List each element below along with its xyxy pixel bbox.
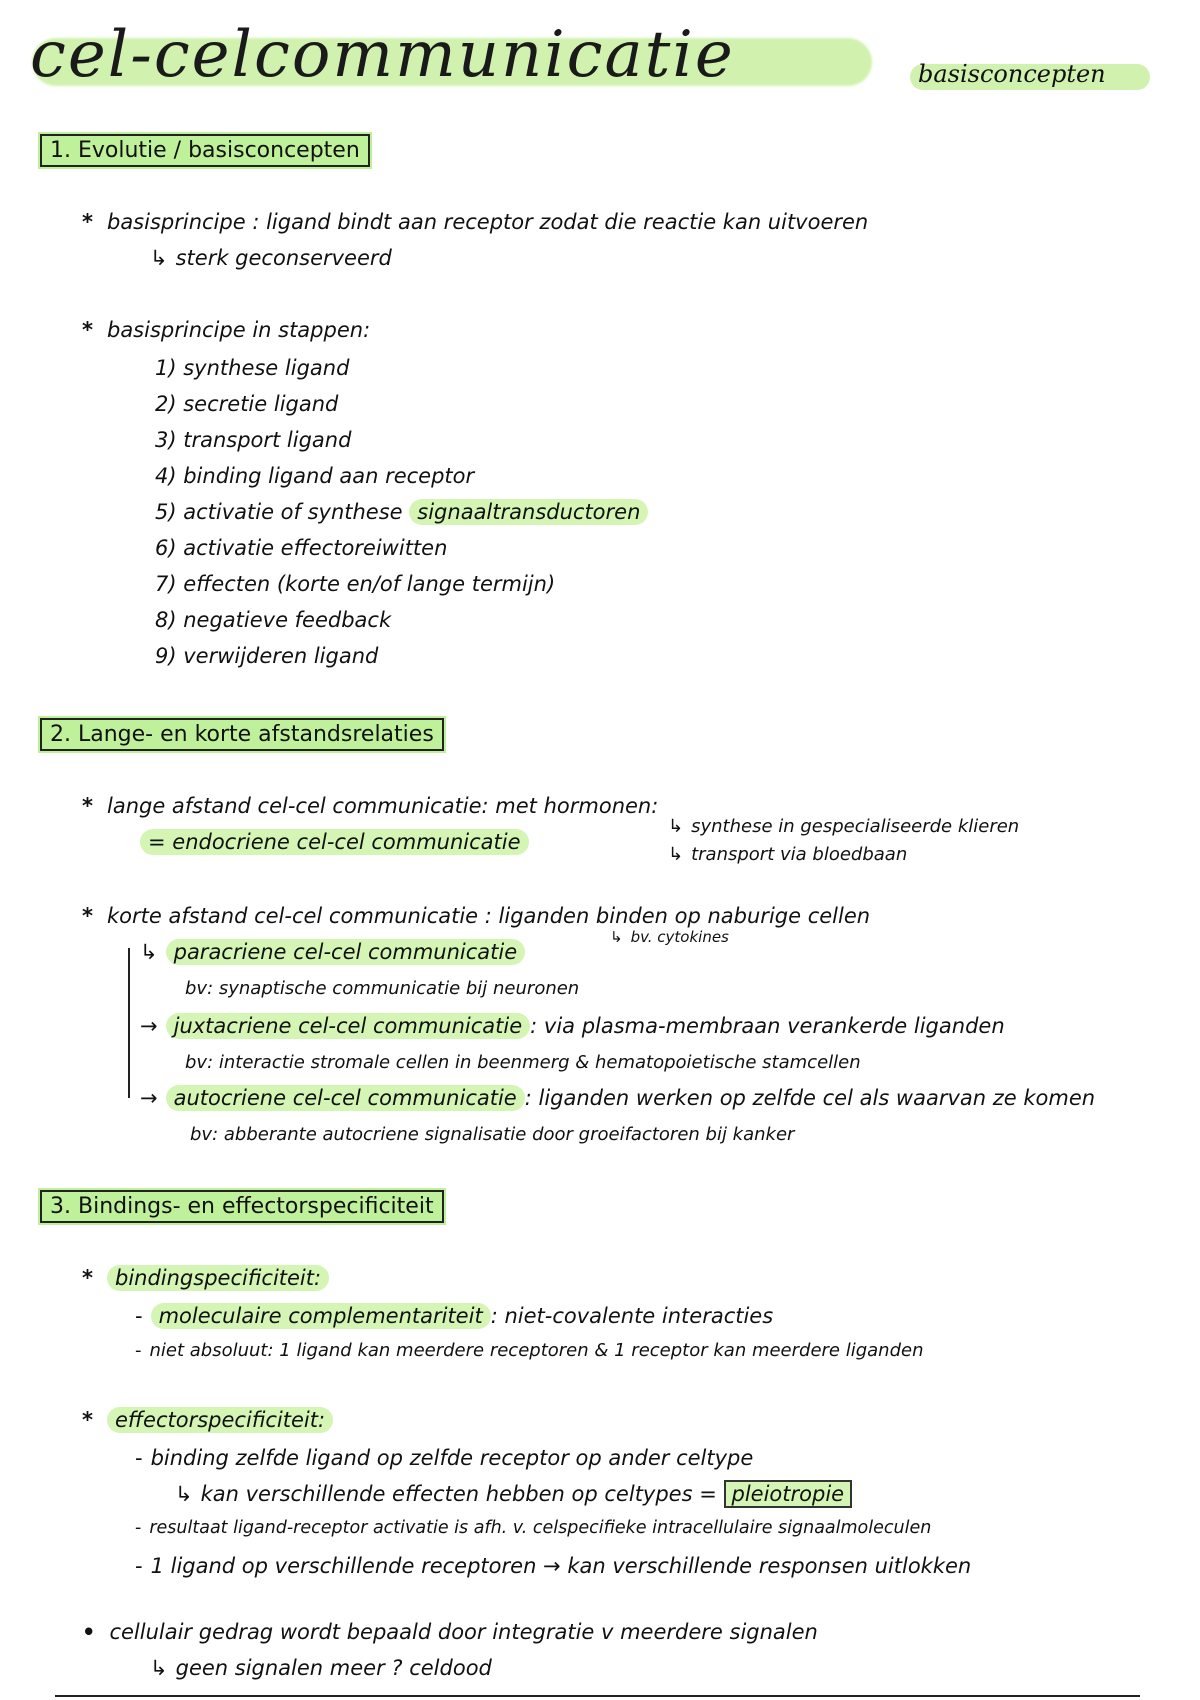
hook-arrow-icon: ↳ [150, 1656, 168, 1680]
s2-paracrine: ↳ paracriene cel-cel communicatie [140, 940, 525, 964]
bullet-icon: * [82, 210, 93, 234]
section-2-header: 2. Lange- en korte afstandsrelaties [40, 718, 444, 751]
s3-effector-1: - binding zelfde ligand op zelfde receptor op ander celtype [135, 1446, 754, 1470]
s3-binding-specificity: * bindingspecificiteit: [82, 1266, 329, 1290]
step-6: 6) activatie effectoreiwitten [155, 536, 448, 560]
hook-arrow-icon: ↳ [150, 246, 168, 270]
bottom-divider [55, 1695, 1140, 1697]
step-8: 8) negatieve feedback [155, 608, 392, 632]
s2-long-note-1: ↳ synthese in gespecialiseerde klieren [668, 816, 1020, 837]
s1-bullet-1: * basisprincipe : ligand bindt aan receptor zodat die reactie kan uitvoeren [82, 210, 869, 234]
s3-cell-behaviour: • cellulair gedrag wordt bepaald door integratie v meerdere signalen [82, 1620, 818, 1644]
bullet-icon: * [82, 1266, 93, 1290]
arrow-icon: → [140, 1014, 158, 1038]
section-3-header: 3. Bindings- en effectorspecificiteit [40, 1190, 444, 1223]
s2-juxtacrine: → juxtacriene cel-cel communicatie : via plasma-membraan verankerde liganden [140, 1014, 1005, 1038]
arrow-icon: → [140, 1086, 158, 1110]
s2-autocrine: → autocriene cel-cel communicatie : liganden werken op zelfde cel als waarvan ze komen [140, 1086, 1096, 1110]
page-subtitle: basisconcepten [918, 60, 1106, 88]
s3-effector-2: - resultaat ligand-receptor activatie is afh. v. celspecifieke intracellulaire signaalmoleculen [135, 1518, 932, 1538]
tree-bracket [128, 948, 130, 1098]
bullet-icon: * [82, 1408, 93, 1432]
s3-cell-behaviour-sub: ↳ geen signalen meer ? celdood [150, 1656, 492, 1680]
s3-effector-3: - 1 ligand op verschillende receptoren → kan verschillende responsen uitlokken [135, 1554, 972, 1578]
section-1-header: 1. Evolutie / basisconcepten [40, 134, 370, 167]
step-1: 1) synthese ligand [155, 356, 350, 380]
s3-binding-2: - niet absoluut: 1 ligand kan meerdere receptoren & 1 receptor kan meerdere liganden [135, 1340, 924, 1361]
bullet-icon: • [82, 1620, 96, 1644]
s2-long-distance: * lange afstand cel-cel communicatie: met hormonen: [82, 794, 659, 818]
pleiotropie-box: pleiotropie [724, 1480, 853, 1508]
step-2: 2) secretie ligand [155, 392, 339, 416]
step-7: 7) effecten (korte en/of lange termijn) [155, 572, 556, 596]
bullet-icon: * [82, 904, 93, 928]
s1-bullet-2: * basisprincipe in stappen: [82, 318, 371, 342]
hook-arrow-icon: ↳ [175, 1482, 193, 1506]
s1-bullet-1-sub: ↳ sterk geconserveerd [150, 246, 392, 270]
s2-paracrine-example: bv: synaptische communicatie bij neuronen [185, 978, 580, 999]
bullet-icon: * [82, 318, 93, 342]
page-title: cel-celcommunicatie [30, 18, 735, 92]
hook-arrow-icon: ↳ [668, 816, 684, 837]
s2-long-note-2: ↳ transport via bloedbaan [668, 844, 908, 865]
step-5: 5) activatie of synthese signaaltransductoren [155, 500, 648, 524]
hook-arrow-icon: ↳ [140, 940, 158, 964]
s2-short-note: ↳ bv. cytokines [610, 928, 729, 946]
s3-effector-1-sub: ↳ kan verschillende effecten hebben op celtypes = pleiotropie [175, 1482, 852, 1506]
hook-arrow-icon: ↳ [610, 928, 623, 946]
step-4: 4) binding ligand aan receptor [155, 464, 475, 488]
step-9: 9) verwijderen ligand [155, 644, 379, 668]
s2-autocrine-example: bv: abberante autocriene signalisatie door groeifactoren bij kanker [190, 1124, 795, 1145]
step-5-highlight: signaaltransductoren [409, 499, 648, 525]
s2-endocrine: = endocriene cel-cel communicatie [140, 830, 529, 854]
s2-juxtacrine-example: bv: interactie stromale cellen in beenmerg & hematopoietische stamcellen [185, 1052, 861, 1073]
bullet-icon: * [82, 794, 93, 818]
s3-binding-1: - moleculaire complementariteit : niet-covalente interacties [135, 1304, 774, 1328]
s3-effector-specificity: * effectorspecificiteit: [82, 1408, 333, 1432]
hook-arrow-icon: ↳ [668, 844, 684, 865]
s2-short-distance: * korte afstand cel-cel communicatie : liganden binden op naburige cellen [82, 904, 871, 928]
step-3: 3) transport ligand [155, 428, 352, 452]
